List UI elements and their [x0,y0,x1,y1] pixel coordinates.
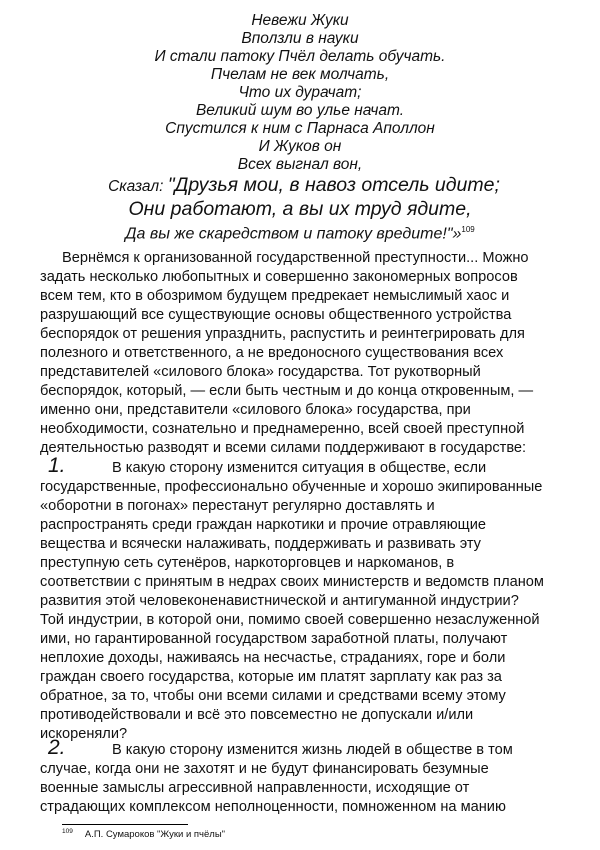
point-2-number: 2. [48,736,66,759]
footnote-text: А.П. Сумароков "Жуки и пчёлы" [84,829,226,841]
poem-quote-line-3 [0,220,600,244]
poem-quote-start: "Друзья мои, в навоз отсель идите; [167,174,500,196]
paragraph-line: именно они, представители «силового блока» государства, при [40,402,471,418]
paragraph-line: разрушающий все существующие основы общественного устройства [40,307,512,323]
intro-paragraph [40,249,572,458]
paragraph-line: беспорядок, который, — если быть честным и до конца откровенным, — [40,383,534,399]
paragraph-line: беспорядок от решения упразднить, распустить и реинтегрировать для [40,326,525,342]
poem-quote-end: Да вы же скаредством и патоку вредите!"» [125,225,462,243]
paragraph-line: противодействовали и всё это повсеместно не допускали и/или [40,707,474,723]
poem-line: Что их дурачат; [238,84,362,101]
poem-line: И Жуков он [258,138,342,155]
paragraph-line: ими, но гарантированной государством заработной платы, получают [40,631,508,647]
paragraph-line: вещества и всячески налаживать, поддерживать и развивать эту [40,536,481,552]
paragraph-line: В какую сторону изменится ситуация в обществе, если [112,460,487,476]
paragraph-line: случае, когда они не захотят и не будут финансировать безумные [40,761,489,777]
poem-line: Великий шум во улье начат. [195,102,405,119]
paragraph-line: страдающих комплексом неполноценности, помноженном на манию [40,799,506,815]
paragraph-line: государственные, профессионально обученные и хорошо экипированные [40,479,543,495]
point-1 [40,456,550,744]
poem-line: И стали патоку Пчёл делать обучать. [154,48,446,65]
point-1-number: 1. [48,454,66,477]
poem-quote-line [0,174,600,198]
point-2 [40,738,550,817]
point-1-first-line [40,456,550,478]
paragraph-line: обратное, за то, чтобы они всеми силами и средствами всему этому [40,688,506,704]
poem-line: Спустился к ним с Парнаса Аполлон [165,120,435,137]
poem-line: Вползли в науки [241,30,359,47]
paragraph-line: распространять среди граждан наркотики и прочие отравляющие [40,517,486,533]
paragraph-line: задать несколько любопытных и совершенно закономерных вопросов [40,269,518,285]
paragraph-line: развития этой человеконенавистнической и антигуманной индустрии? [40,593,519,609]
point-2-first-line [40,738,550,760]
paragraph-line: всем тем, кто в обозримом будущем предрекает немыслимый хаос и [40,288,510,304]
footnote [62,828,225,840]
poem-say-prefix: Сказал: [108,178,168,195]
poem-quote-line-2: Они работают, а вы их труд ядите, [128,198,472,220]
paragraph-line: Вернёмся к организованной государственной преступности... Можно [62,250,529,266]
paragraph-line: «оборотни в погонах» перестанут регулярно доставлять и [40,498,435,514]
paragraph-line: граждан своего государства, которые им платят зарплату как раз за [40,669,502,685]
paragraph-line: деятельностью разводят и всеми силами поддерживают в государстве: [40,440,527,456]
paragraph-line: искореняли? [40,726,128,742]
paragraph-line: представителей «силового блока» государства. Тот рукотворный [40,364,481,380]
footnote-divider [62,824,188,825]
paragraph-line: необходимости, сознательно и преднамеренно, всей своей преступной [40,421,525,437]
footnote-ref[interactable]: 109 [461,225,475,234]
footnote-number: 109 [62,828,73,835]
paragraph-line: военные замыслы агрессивной направленности, исходящие от [40,780,470,796]
paragraph-line: Той индустрии, в которой они, помимо своей совершенно незаслуженной [40,612,540,628]
paragraph-line: В какую сторону изменится жизнь людей в обществе в том [112,742,513,758]
paragraph-line: преступную сеть сутенёров, наркоторговцев и наркоманов, в [40,555,455,571]
paragraph-line: полезного и ответственного, а не вредоносного существования всех [40,345,504,361]
poem-block [0,12,600,244]
paragraph-line: соответствии с принятым в недрах своих министерств и ведомств планом [40,574,544,590]
poem-line: Всех выгнал вон, [237,156,363,173]
poem-line: Пчелам не век молчать, [210,66,390,83]
paragraph-line: неплохие доходы, наживаясь на несчастье, страданиях, горе и боли [40,650,506,666]
poem-line: Невежи Жуки [251,12,349,29]
